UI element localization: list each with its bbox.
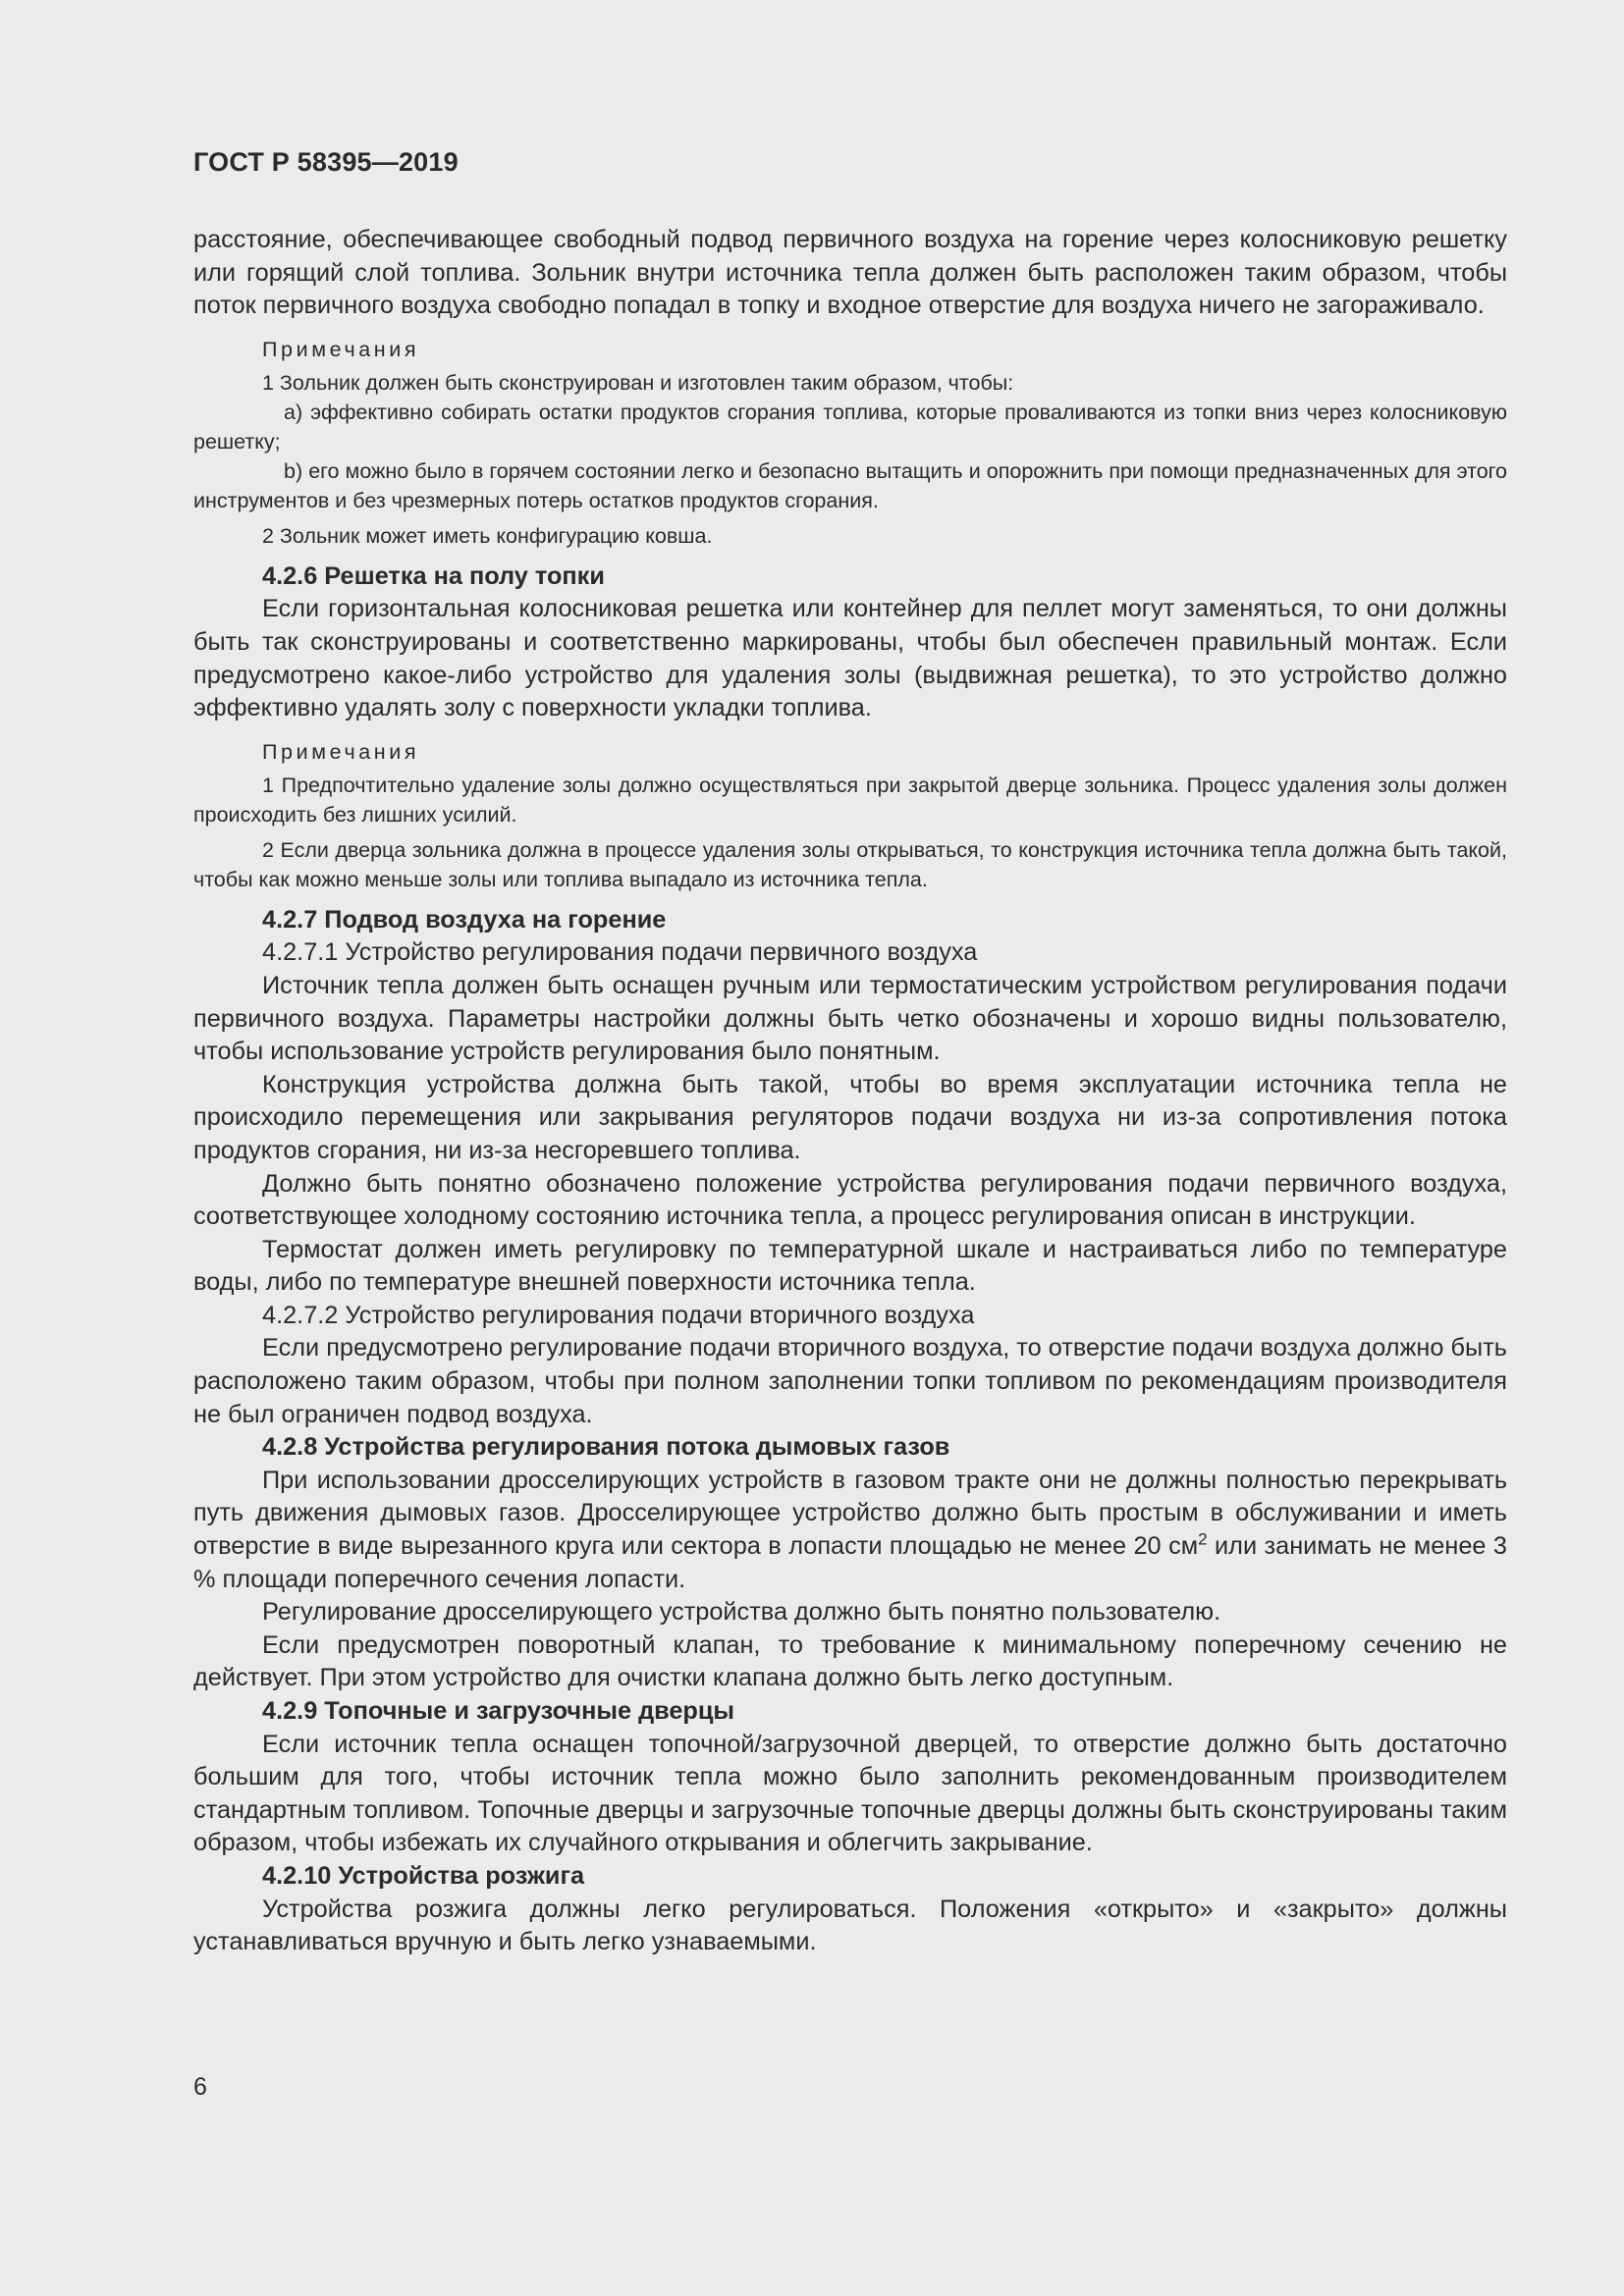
section-heading-4-2-7: 4.2.7 Подвод воздуха на горение bbox=[262, 905, 667, 934]
section-heading-4-2-6: 4.2.6 Решетка на полу топки bbox=[262, 561, 605, 590]
paragraph-4-2-7-1-a: Источник тепла должен быть оснащен ручным или термостатическим устройством регулирования подачи первичного воздуха. Параметры настройки должны быть четко обозначены и хорошо видны пользователю, чтобы использование устройств регулирования было понятным. bbox=[193, 971, 1507, 1066]
note-item-2: 2 Если дверца зольника должна в процессе удаления золы открываться, то конструкция источника тепла должна быть такой, чтобы как можно меньше золы или топлива выпадало из источника тепла. bbox=[193, 837, 1507, 891]
paragraph-4-2-10: Устройства розжига должны легко регулироваться. Положения «открыто» и «закрыто» должны устанавливаться вручную и быть легко узнаваемыми. bbox=[193, 1895, 1507, 1956]
note-item-1b: b) его можно было в горячем состоянии легко и безопасно вытащить и опорожнить при помощи предназначенных для этого инструментов и без чрезмерных потерь остатков продуктов сгорания. bbox=[193, 458, 1507, 512]
paragraph-4-2-7-1-d: Термостат должен иметь регулировку по температурной шкале и настраиваться либо по температуре воды, либо по температуре внешней поверхности источника тепла. bbox=[193, 1235, 1507, 1297]
document-header: ГОСТ Р 58395—2019 bbox=[193, 147, 459, 177]
paragraph-4-2-8-b: Регулирование дросселирующего устройства должно быть понятно пользователю. bbox=[262, 1598, 1221, 1627]
paragraph-intro: расстояние, обеспечивающее свободный подвод первичного воздуха на горение через колосниковую решетку или горящий слой топлива. Зольник внутри источника тепла должен быть расположен таким образом, чтобы поток первичного воздуха свободно попадал в топку и входное отверстие для воздуха ничего не загораживало. bbox=[193, 226, 1507, 320]
superscript-square: 2 bbox=[1198, 1529, 1208, 1549]
note-item-2: 2 Зольник может иметь конфигурацию ковша. bbox=[262, 523, 713, 548]
paragraph-text-start: При использовании дросселирующих устройств в газовом тракте они не должны полностью перекрывать путь движения дымовых газов. Дросселирующее устройство должно быть простым в обслуживании и иметь отверстие в виде вырезанного круга или сектора в лопасти площадью не менее 20 см bbox=[193, 1466, 1507, 1561]
note-item-1a: a) эффективно собирать остатки продуктов сгорания топлива, которые проваливаются из топки вниз через колосниковую решетку; bbox=[193, 400, 1507, 454]
section-heading-4-2-9: 4.2.9 Топочные и загрузочные дверцы bbox=[262, 1697, 735, 1725]
paragraph-4-2-6: Если горизонтальная колосниковая решетка или контейнер для пеллет могут заменяться, то они должны быть так сконструированы и соответственно маркированы, чтобы был обеспечен правильный монтаж. Если предусмотрено какое-либо устройство для удаления золы (выдвижная решетка), то это устройство должно эффективно удалять золу с поверхности укладки топлива. bbox=[193, 595, 1507, 722]
subsection-heading-4-2-7-1: 4.2.7.1 Устройство регулирования подачи первичного воздуха bbox=[262, 938, 978, 967]
paragraph-text-end: или занимать не менее 3 % площади поперечного сечения лопасти. bbox=[193, 1532, 1508, 1593]
notes-title: Примечания bbox=[262, 337, 420, 361]
note-item-1: 1 Предпочтительно удаление золы должно осуществляться при закрытой дверце зольника. Процесс удаления золы должен происходить без лишних усилий. bbox=[193, 773, 1507, 827]
section-heading-4-2-10: 4.2.10 Устройства розжига bbox=[262, 1861, 585, 1890]
notes-block-ash-removal bbox=[193, 737, 1507, 894]
notes-title: Примечания bbox=[262, 739, 420, 764]
subsection-heading-4-2-7-2: 4.2.7.2 Устройство регулирования подачи вторичного воздуха bbox=[262, 1301, 975, 1329]
section-heading-4-2-8: 4.2.8 Устройства регулирования потока дымовых газов bbox=[262, 1433, 950, 1462]
paragraph-4-2-9: Если источник тепла оснащен топочной/загрузочной дверцей, то отверстие должно быть достаточно большим для того, чтобы источник тепла можно было заполнить рекомендованным производителем стандартным топливом. Топочные дверцы и загрузочные топочные дверцы должны быть сконструированы таким образом, чтобы избежать их случайного открывания и облегчить закрывание. bbox=[193, 1730, 1507, 1857]
paragraph-4-2-7-1-c: Должно быть понятно обозначено положение устройства регулирования подачи первичного воздуха, соответствующее холодному состоянию источника тепла, а процесс регулирования описан в инструкции. bbox=[193, 1169, 1507, 1231]
notes-block-ash-pit bbox=[193, 335, 1507, 551]
paragraph-4-2-8-a bbox=[193, 1465, 1507, 1596]
page-number: 6 bbox=[193, 2073, 207, 2101]
paragraph-4-2-7-2: Если предусмотрено регулирование подачи вторичного воздуха, то отверстие подачи воздуха должно быть расположено таким образом, чтобы при полном заполнении топки топливом по рекомендациям производителя не был ограничен подвод воздуха. bbox=[193, 1334, 1507, 1428]
paragraph-4-2-8-c: Если предусмотрен поворотный клапан, то требование к минимальному поперечному сечению не действует. При этом устройство для очистки клапана должно быть легко доступным. bbox=[193, 1630, 1507, 1692]
document-body bbox=[193, 224, 1507, 1959]
paragraph-4-2-7-1-b: Конструкция устройства должна быть такой, чтобы во время эксплуатации источника тепла не происходило перемещения или закрывания регуляторов подачи воздуха ни из-за сопротивления потока продуктов сгорания, ни из-за несгоревшего топлива. bbox=[193, 1070, 1507, 1164]
note-item-1: 1 Зольник должен быть сконструирован и изготовлен таким образом, чтобы: bbox=[262, 370, 1014, 395]
